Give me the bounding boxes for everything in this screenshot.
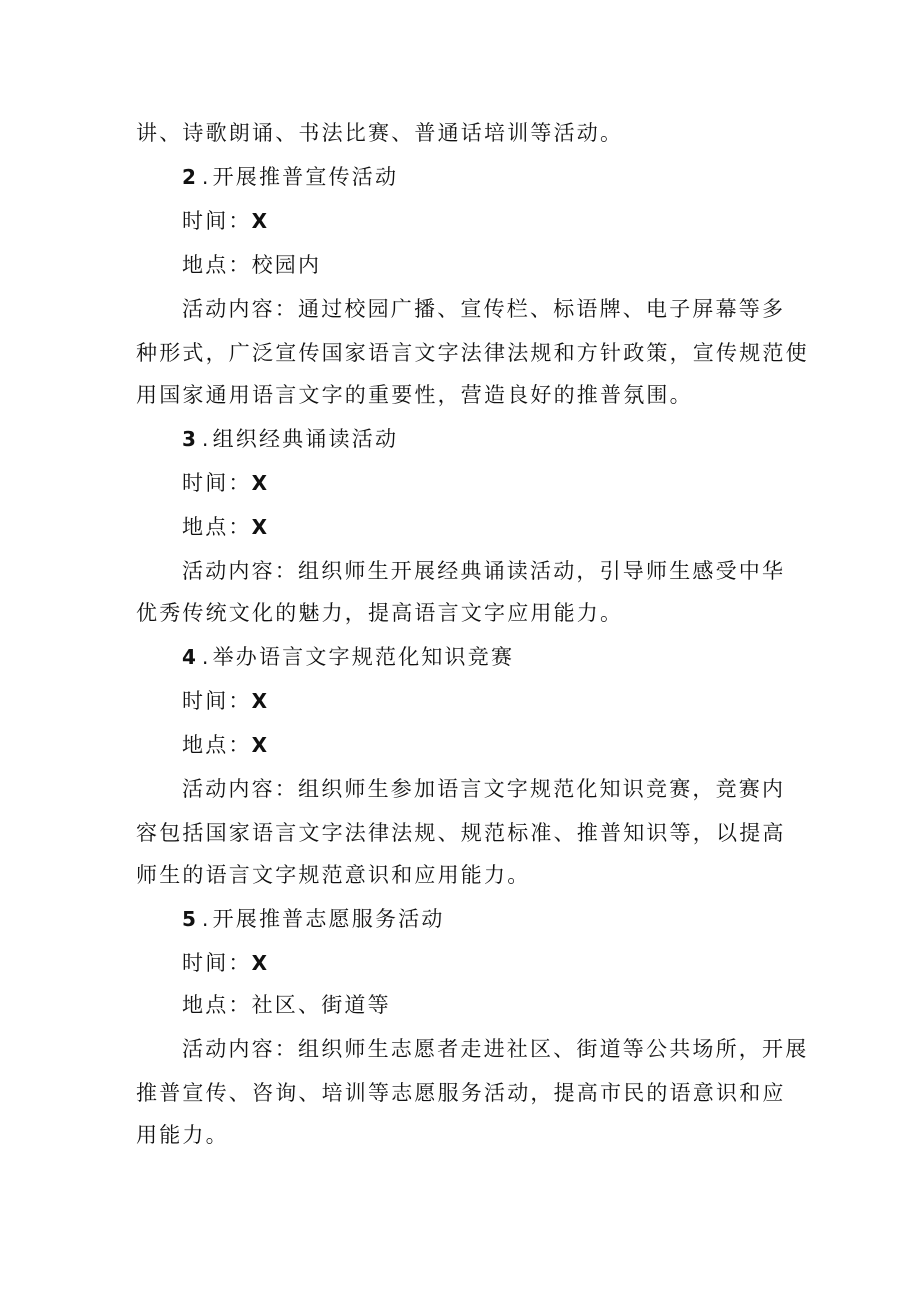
item-2-time [182,206,842,236]
place-label: 地点： [182,515,252,539]
time-value: X [251,951,270,975]
item-4-heading [182,642,842,672]
item-2-content-line-1: 活动内容：通过校园广播、宣传栏、标语牌、电子屏幕等多 [182,297,786,321]
time-value: X [251,689,270,713]
item-dot: . [202,427,211,451]
item-title: 开展推普志愿服务活动 [212,907,445,931]
item-5-content-line-1: 活动内容：组织师生志愿者走进社区、街道等公共场所，开展 [182,1037,809,1061]
item-dot: . [202,165,211,189]
item-number: 5 [182,907,199,931]
intro-tail-line: 讲、诗歌朗诵、书法比赛、普通话培训等活动。 [136,121,624,145]
item-5-place [182,990,842,1020]
item-dot: . [202,907,211,931]
item-3-content-line-1: 活动内容：组织师生开展经典诵读活动，引导师生感受中华 [182,559,786,583]
item-title: 组织经典诵读活动 [212,427,399,451]
item-5-content-line-3: 用能力。 [136,1123,229,1147]
place-value: X [251,515,270,539]
item-3-content-line-2: 优秀传统文化的魅力，提高语言文字应用能力。 [136,601,624,625]
item-number: 2 [182,165,199,189]
item-2-place [182,250,842,280]
item-title: 举办语言文字规范化知识竞赛 [212,645,515,669]
place-value: X [251,733,270,757]
time-value: X [251,209,270,233]
item-5-time [182,948,842,978]
item-2-content-line-2: 种形式，广泛宣传国家语言文字法律法规和方针政策，宣传规范使 [136,341,809,365]
place-label: 地点： [182,993,252,1017]
item-dot: . [202,645,211,669]
time-label: 时间： [182,951,252,975]
item-5-heading [182,904,842,934]
place-value: 社区、街道等 [251,993,391,1017]
item-4-time [182,686,842,716]
time-label: 时间： [182,689,252,713]
item-2-heading [182,162,842,192]
item-number: 4 [182,645,199,669]
place-value: 校园内 [251,253,322,277]
time-label: 时间： [182,471,252,495]
item-3-place [182,512,842,542]
place-label: 地点： [182,253,252,277]
item-4-content-line-1: 活动内容：组织师生参加语言文字规范化知识竞赛，竞赛内 [182,777,786,801]
item-number: 3 [182,427,199,451]
time-value: X [251,471,270,495]
place-label: 地点： [182,733,252,757]
item-4-place [182,730,842,760]
time-label: 时间： [182,209,252,233]
item-3-heading [182,424,842,454]
item-4-content-line-3: 师生的语言文字规范意识和应用能力。 [136,863,531,887]
item-2-content-line-3: 用国家通用语言文字的重要性，营造良好的推普氛围。 [136,383,693,407]
item-3-time [182,468,842,498]
item-title: 开展推普宣传活动 [212,165,399,189]
item-4-content-line-2: 容包括国家语言文字法律法规、规范标准、推普知识等，以提高 [136,821,786,845]
item-5-content-line-2: 推普宣传、咨询、培训等志愿服务活动，提高市民的语意识和应 [136,1081,786,1105]
